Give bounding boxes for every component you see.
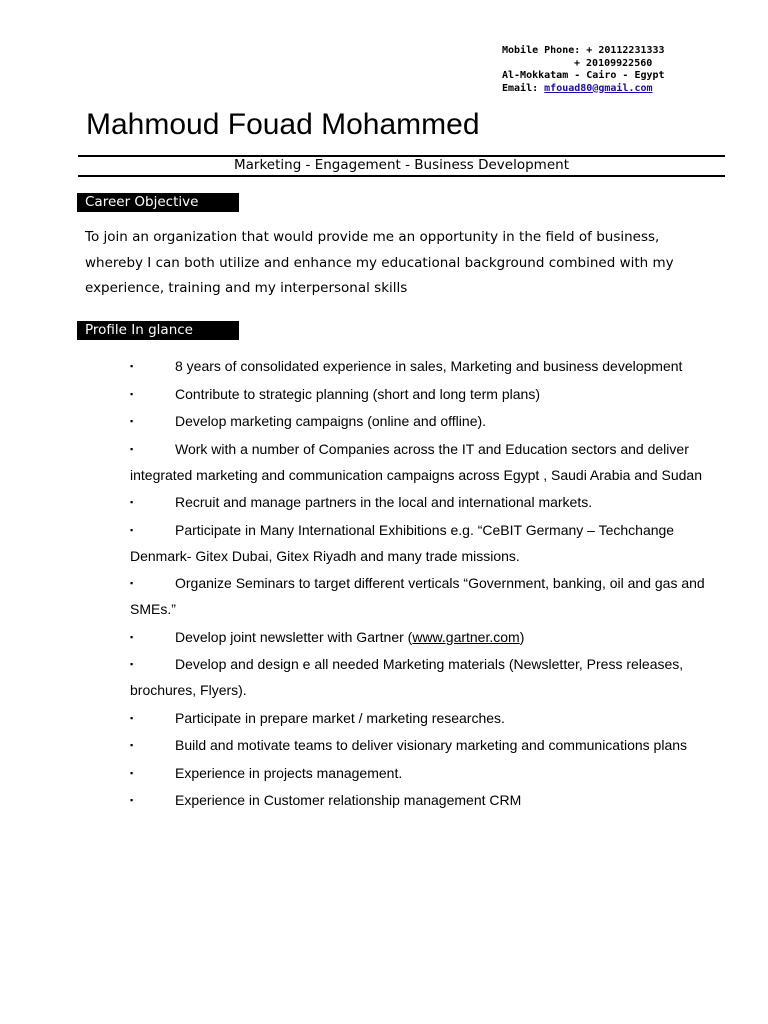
profile-item-text: Contribute to strategic planning (short and long term plans) — [175, 385, 540, 402]
bullet-icon: ▪ — [130, 740, 134, 750]
profile-item — [130, 787, 710, 813]
profile-item-text: Participate in Many International Exhibitions e.g. “CeBIT Germany – Techchange Denmark- Gitex Dubai, Gitex Riyadh and many trade missions. — [130, 521, 675, 564]
profile-item-text: 8 years of consolidated experience in sales, Marketing and business development — [175, 358, 683, 374]
profile-item-text: Organize Seminars to target different verticals “Government, banking, oil and gas and SMEs.” — [130, 575, 705, 617]
profile-item — [130, 732, 710, 758]
bullet-icon: ▪ — [130, 361, 134, 371]
contact-block — [502, 45, 665, 95]
gartner-link[interactable]: www.gartner.com — [412, 628, 520, 645]
profile-item-text: Recruit and manage partners in the local and international markets. — [175, 494, 593, 510]
bullet-icon: ▪ — [130, 497, 134, 507]
bottom-divider — [78, 175, 725, 177]
profile-item — [130, 353, 710, 379]
profile-item-text: Build and motivate teams to deliver visionary marketing and communications plans — [175, 737, 688, 753]
profile-item — [130, 408, 710, 434]
bullet-icon: ▪ — [130, 795, 134, 805]
profile-item-text: Develop joint newsletter with Gartner ( — [175, 628, 413, 645]
email-link[interactable]: mfouad80@gmail.com — [544, 82, 653, 94]
bullet-icon: ▪ — [130, 416, 134, 426]
profile-item-text: Experience in Customer relationship management CRM — [175, 792, 522, 808]
profile-item-text: Develop and design e all needed Marketing materials (Newsletter, Press releases, brochures, Flyers). — [130, 656, 684, 698]
career-objective-text: To join an organization that would provide me an opportunity in the field of business, whereby I can both utilize and enhance my educational background combined with my experience, training and my interpersonal skills — [85, 229, 674, 296]
profile-heading: Profile In glance — [77, 321, 239, 340]
profile-item-text-suffix: ) — [519, 628, 525, 645]
bullet-icon: ▪ — [130, 767, 134, 778]
profile-item — [130, 489, 710, 515]
candidate-name: Mahmoud Fouad Mohammed — [86, 108, 480, 141]
profile-list — [130, 353, 710, 815]
profile-item — [130, 517, 710, 569]
profile-item-text: Develop marketing campaigns (online and offline). — [175, 413, 487, 429]
bullet-icon: ▪ — [130, 578, 134, 588]
email-line — [502, 83, 665, 96]
bullet-icon: ▪ — [130, 712, 134, 723]
tagline: Marketing - Engagement - Business Development — [233, 157, 569, 173]
bullet-icon: ▪ — [130, 388, 134, 399]
profile-item — [130, 624, 710, 650]
profile-item — [130, 436, 710, 488]
profile-item-text: Participate in prepare market / marketing researches. — [175, 709, 505, 726]
career-objective-heading: Career Objective — [77, 193, 239, 212]
bullet-icon: ▪ — [130, 631, 134, 642]
profile-item-text: Work with a number of Companies across the IT and Education sectors and deliver integrated marketing and communication campaigns across Egypt , Saudi Arabia and Sudan — [130, 440, 703, 483]
profile-item — [130, 651, 710, 703]
profile-item-text: Experience in projects management. — [175, 764, 403, 781]
phone-line-1: Mobile Phone: + 20112231333 — [502, 45, 665, 56]
address-line: Al-Mokkatam - Cairo - Egypt — [502, 70, 665, 81]
bullet-icon: ▪ — [130, 659, 134, 669]
phone-line-2: + 20109922560 — [574, 57, 653, 69]
profile-item — [130, 381, 710, 407]
profile-item — [130, 760, 710, 786]
bullet-icon: ▪ — [130, 443, 134, 454]
profile-item — [130, 570, 710, 622]
email-label: Email: — [502, 82, 545, 94]
bullet-icon: ▪ — [130, 524, 134, 535]
profile-item — [130, 705, 710, 731]
